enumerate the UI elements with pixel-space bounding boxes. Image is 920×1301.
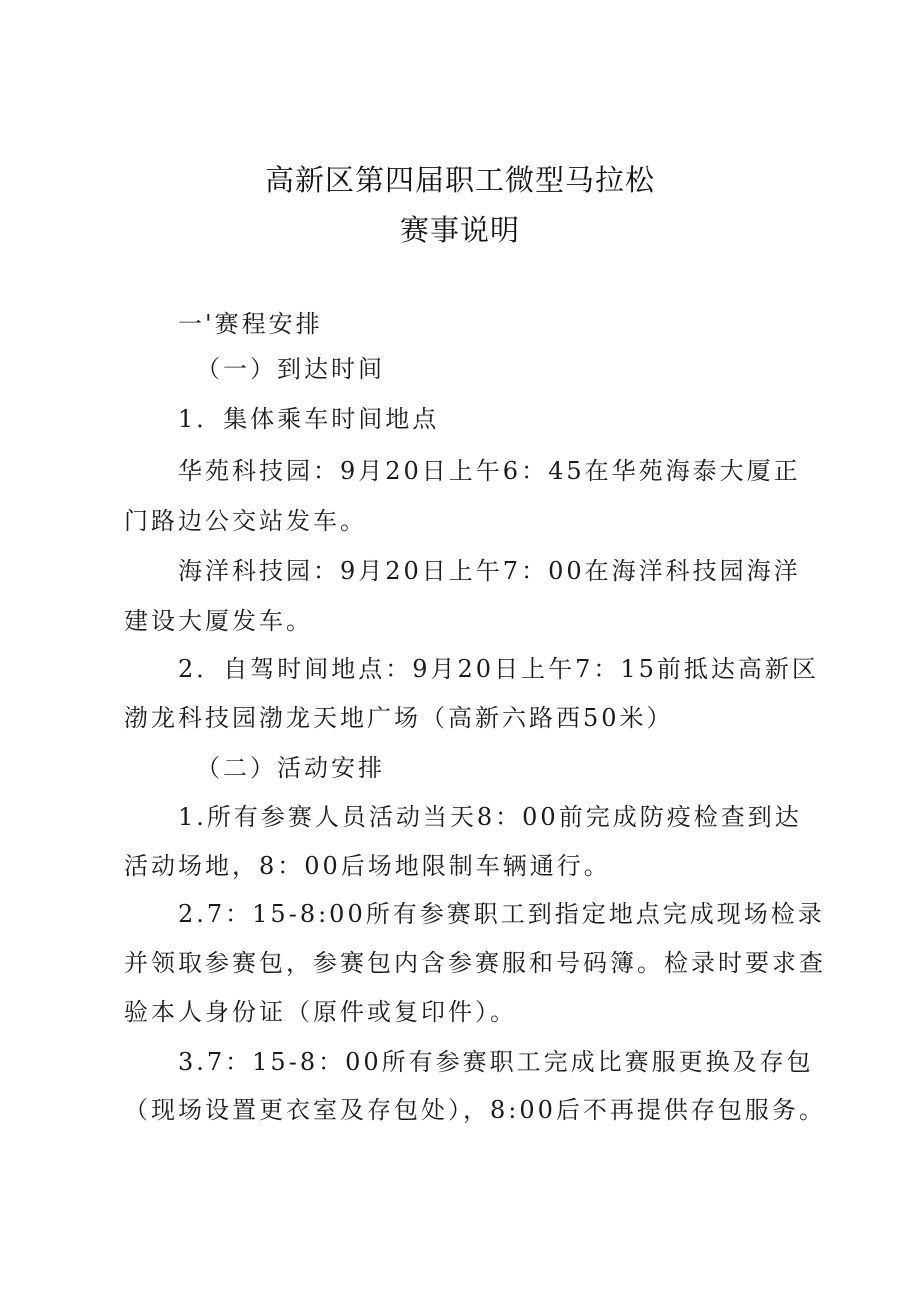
paragraph-activity-2-line-2: 并领取参赛包，参赛包内含参赛服和号码簿。检录时要求查 — [124, 949, 826, 977]
paragraph-activity-3-line-2: （现场设置更衣室及存包处），8:00后不再提供存包服务。 — [124, 1096, 826, 1124]
paragraph-activity-2-line-1: 2.7：15-8:00所有参赛职工到指定地点完成现场检录 — [178, 900, 825, 928]
item-group-bus: 1．集体乘车时间地点 — [178, 405, 440, 433]
section-heading-schedule: 一'赛程安排 — [178, 310, 323, 338]
document-title-line-2: 赛事说明 — [399, 213, 520, 247]
paragraph-activity-1-line-2: 活动场地，8：00后场地限制车辆通行。 — [124, 852, 611, 880]
paragraph-activity-2-line-3: 验本人身份证（原件或复印件）。 — [124, 998, 517, 1026]
subsection-heading-arrival-time: （一）到达时间 — [196, 355, 385, 383]
paragraph-activity-1-line-1: 1.所有参赛人员活动当天8：00前完成防疫检查到达 — [178, 803, 802, 831]
paragraph-ocean-line-1: 海洋科技园：9月20日上午7：00在海洋科技园海洋 — [178, 557, 801, 585]
paragraph-self-drive-line-2: 渤龙科技园渤龙天地广场（高新六路西50米） — [124, 704, 674, 732]
paragraph-huayuan-line-2: 门路边公交站发车。 — [124, 507, 367, 535]
document-title-line-1: 高新区第四届职工微型马拉松 — [264, 163, 655, 197]
paragraph-self-drive-line-1: 2．自驾时间地点：9月20日上午7：15前抵达高新区 — [178, 655, 819, 683]
subsection-heading-activity: （二）活动安排 — [196, 754, 385, 782]
paragraph-activity-3-line-1: 3.7：15-8：00所有参赛职工完成比赛服更换及存包 — [178, 1048, 814, 1076]
paragraph-huayuan-line-1: 华苑科技园：9月20日上午6：45在华苑海泰大厦正 — [178, 457, 801, 485]
paragraph-ocean-line-2: 建设大厦发车。 — [124, 607, 313, 635]
